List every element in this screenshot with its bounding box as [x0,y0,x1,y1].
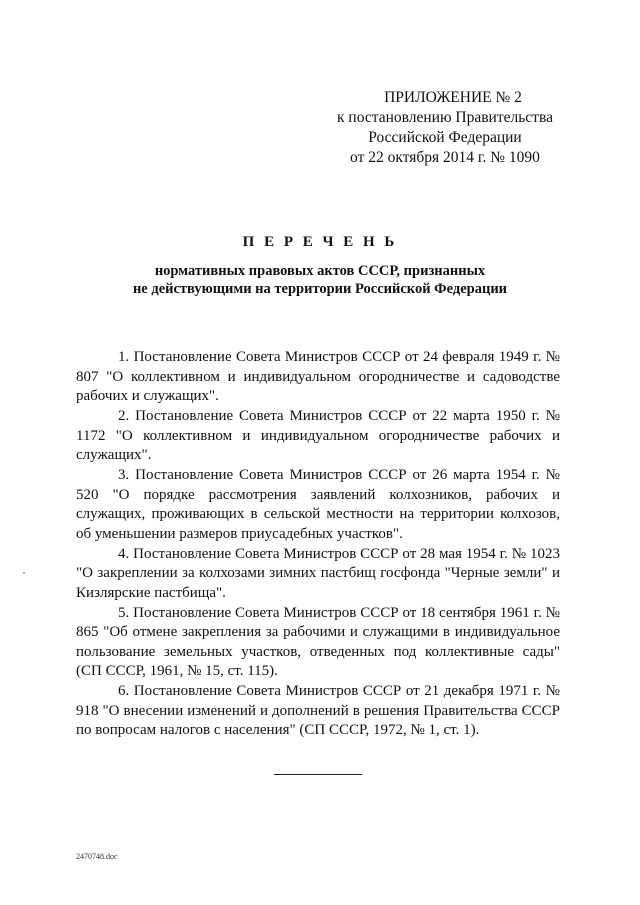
appendix-line-federation: Российской Федерации [368,129,522,146]
acts-list [76,348,560,741]
appendix-line-date-number: от 22 октября 2014 г. № 1090 [350,149,540,166]
list-item: 4. Постановление Совета Министров СССР от 28 мая 1954 г. № 1023 "О закреплении за колхозами зимних пастбищ госфонда "Черные земли" и Кизлярские пастбища". [76,545,560,601]
subheading-line-2: не действующими на территории Российской Федерации [132,281,508,297]
document-subheading [0,262,640,298]
appendix-line-resolution: к постановлению Правительства [337,109,553,126]
list-item: 5. Постановление Совета Министров СССР от 18 сентября 1961 г. № 865 "Об отмене закрепления за рабочими и служащими в индивидуальное пользование земельных участков, отведенных под коллективные сады" (СП СССР, 1961, № 15, ст. 115). [76,604,560,679]
list-item: 3. Постановление Совета Министров СССР от 26 марта 1954 г. № 520 "О порядке рассмотрения заявлений колхозников, рабочих и служащих, проживающих в сельской местности на территории колхозов, об уменьшении размеров приусадебных участков". [76,467,560,542]
closing-divider [274,774,362,775]
list-item: 2. Постановление Совета Министров СССР от 22 марта 1950 г. № 1172 "О коллективном и индивидуальном огородничестве рабочих и служащих". [76,408,560,463]
appendix-block [300,88,590,168]
scan-speck [23,572,25,574]
subheading-line-1: нормативных правовых актов СССР, признанных [154,263,486,279]
appendix-title: ПРИЛОЖЕНИЕ № 2 [384,89,522,106]
footer-filename: 2470748.doc [76,852,118,861]
list-item: 6. Постановление Совета Министров СССР от 21 декабря 1971 г. № 918 "О внесении изменений и дополнений в решения Правительства СССР по вопросам налогов с населения" (СП СССР, 1972, № 1, ст. 1). [76,683,560,738]
document-heading: П Е Р Е Ч Е Н Ь [242,234,398,250]
list-item: 1. Постановление Совета Министров СССР от 24 февраля 1949 г. № 807 "О коллективном и индивидуальном огородничестве и садоводстве рабочих и служащих". [76,349,560,404]
